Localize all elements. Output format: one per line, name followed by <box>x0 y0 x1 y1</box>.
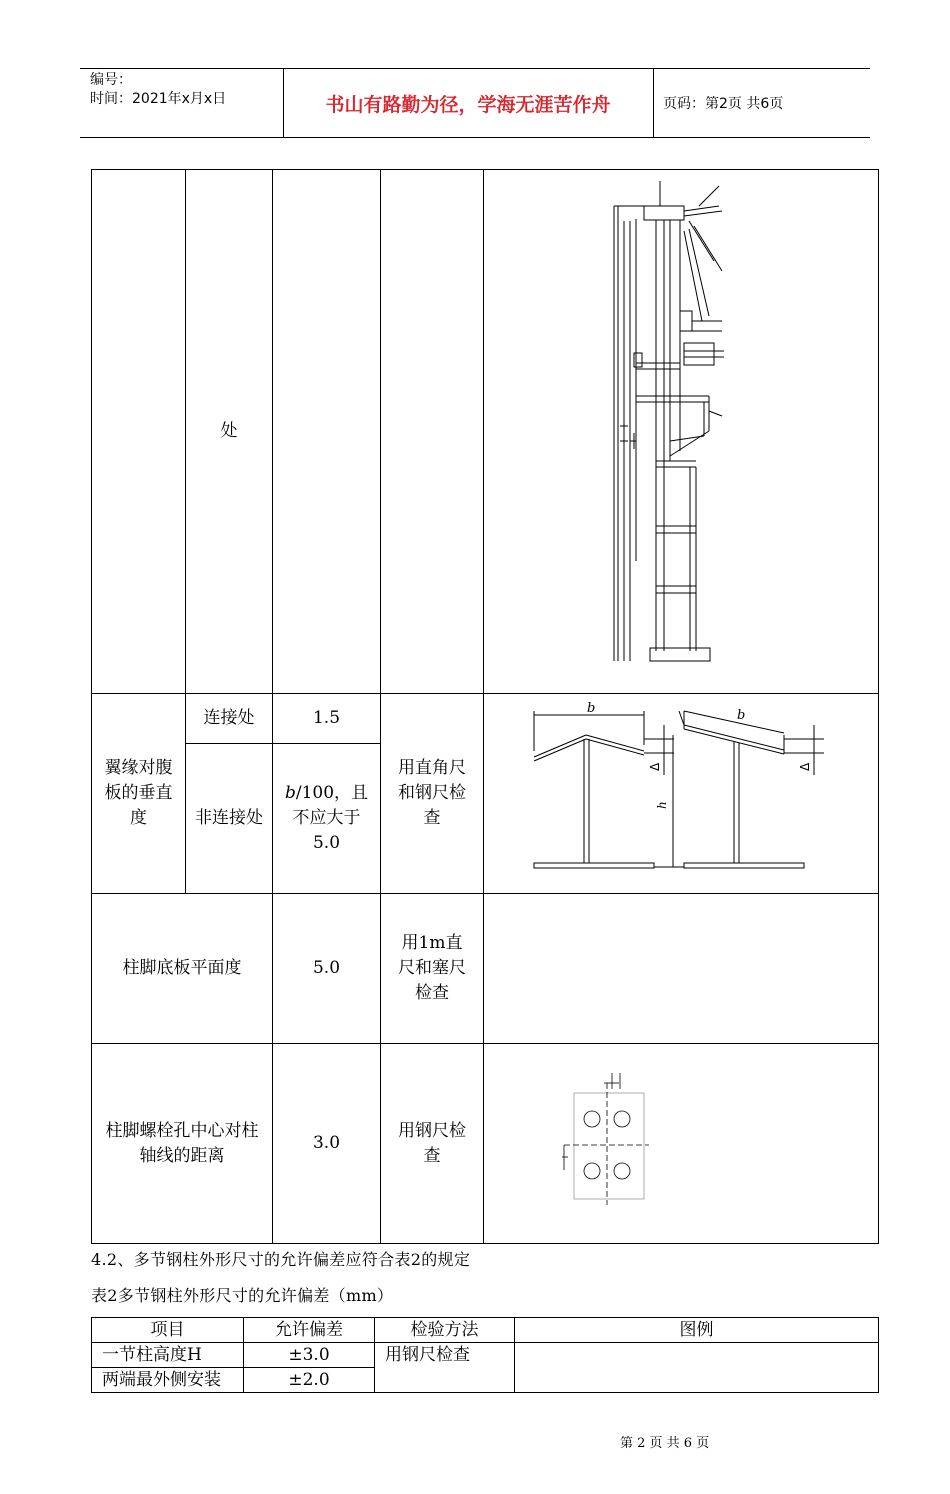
table-header-row <box>92 1318 879 1343</box>
header-divider <box>653 69 654 137</box>
column-elevation-figure <box>484 171 877 693</box>
row-flange-value1: 1.5 <box>273 694 381 744</box>
row-baseplate-value: 5.0 <box>273 894 381 1044</box>
flange-fig-label-b: b <box>587 700 596 716</box>
row-item: 一节柱高度H <box>92 1343 244 1368</box>
table-row <box>92 170 879 694</box>
tolerance-table-1 <box>91 169 879 1244</box>
flange-figure-cell <box>484 694 879 894</box>
table-cell <box>92 170 186 694</box>
table-cell <box>381 170 484 694</box>
row-flange-value2 <box>273 744 381 894</box>
table-row <box>92 1044 879 1244</box>
bolt-hole-figure <box>484 1045 877 1243</box>
flange-fig-label-h: h <box>655 800 669 809</box>
header-motto: 书山有路勤为径，学海无涯苦作舟 <box>325 93 611 116</box>
row-bolt-method: 用钢尺检查 <box>381 1044 484 1244</box>
section-4-2-paragraph: 4.2、多节钢柱外形尺寸的允许偏差应符合表2的规定 <box>91 1250 471 1269</box>
col-header-method: 检验方法 <box>375 1318 515 1343</box>
row-bolt-value: 3.0 <box>273 1044 381 1244</box>
table-cell <box>484 894 879 1044</box>
col-header-figure: 图例 <box>515 1318 879 1343</box>
table-row <box>92 894 879 1044</box>
table-cell <box>515 1343 879 1393</box>
tolerance-table-2 <box>91 1317 879 1393</box>
row-baseplate-name: 柱脚底板平面度 <box>92 894 273 1044</box>
date-label: 时间：2021年x月x日 <box>90 91 227 107</box>
row-tolerance: ±3.0 <box>244 1343 375 1368</box>
header-page-label: 页码：第2页 共6页 <box>663 96 784 112</box>
row-tolerance: ±2.0 <box>244 1368 375 1393</box>
row-bolt-name: 柱脚螺栓孔中心对柱轴线的距离 <box>92 1044 273 1244</box>
page-header <box>80 68 870 138</box>
bolt-figure-cell <box>484 1044 879 1244</box>
column-drawing-cell <box>484 170 879 694</box>
row-baseplate-method: 用1m直尺和塞尺检查 <box>381 894 484 1044</box>
table-row <box>92 694 879 744</box>
col-header-tolerance: 允许偏差 <box>244 1318 375 1343</box>
value2-var: b <box>284 783 296 803</box>
value2-text: /100，且不应大于5.0 <box>292 783 369 853</box>
table-2-caption: 表2多节钢柱外形尺寸的允许偏差（mm） <box>91 1286 394 1305</box>
row-chu-name: 处 <box>186 170 273 694</box>
table-cell <box>273 170 381 694</box>
row-method: 用钢尺检查 <box>375 1343 515 1393</box>
flange-fig-label-delta: Δ <box>648 762 662 771</box>
col-header-item: 项目 <box>92 1318 244 1343</box>
row-flange-name: 翼缘对腹板的垂直度 <box>92 694 186 894</box>
row-flange-sub1: 连接处 <box>186 694 273 744</box>
code-label: 编号： <box>90 72 132 88</box>
flange-fig-label-b: b <box>737 707 746 723</box>
table-row <box>92 1343 879 1368</box>
flange-fig-label-delta: Δ <box>798 762 812 771</box>
page-footer: 第 2 页 共 6 页 <box>620 1436 710 1451</box>
row-item: 两端最外侧安装 <box>92 1368 244 1393</box>
row-flange-method: 用直角尺和钢尺检查 <box>381 694 484 894</box>
header-meta <box>90 71 226 109</box>
row-flange-sub2: 非连接处 <box>186 744 273 894</box>
flange-perpendicularity-figure <box>484 695 877 893</box>
